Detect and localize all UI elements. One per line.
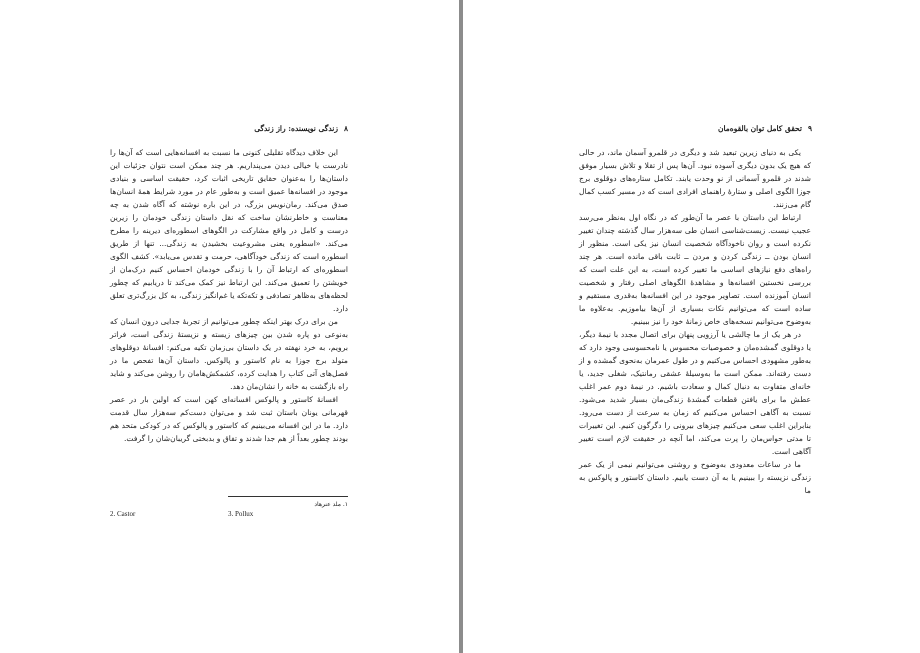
body-text xyxy=(579,146,811,497)
paragraph: این خلاف دیدگاه تقلیلی کنونی ما نسبت به افسانه‌هایی است که آن‌ها را نادرست یا خیالی دیدن می‌پنداریم. هر چند ممکن است نتوان جزئیات این داستان‌ها را به‌عنوان حقایق تاریخی اثبات کرد، حقیقت اساسی و بنیادی موجود در افسانه‌ها عمیق است و به‌طور عام در مورد شرایط همهٔ انسان‌ها صدق می‌کند. رمان‌نویس بزرگ، در این باره نوشته که آگاه شدن به چه معناست و خاطرنشان ساخت که نقل داستان زندگی خودمان را زیرین درست و کامل در واقع مشارکت در الگوهای اسطوره‌ای دیرینه را مطرح می‌کند. «اسطوره یعنی مشروعیت بخشیدن به زندگی... تنها از طریق اسطوره است که زندگی خودآگاهی، حرمت و تقدس می‌یابد». کشف الگوی اسطوره‌ای که ارتباط آن را با زندگی خودمان احساس کنیم درک‌مان از خویشتن را تعمیق می‌کند. این ارتباط نیز کمک می‌کند تا دریابیم که چطور لحظه‌های به‌ظاهر تصادفی و تکه‌تکه یا غم‌انگیز زندگی، به کل بزرگ‌تری تعلق دارد. xyxy=(110,148,348,313)
page-number: ۸ xyxy=(343,124,348,133)
paragraph: یکی به دنیای زیرین تبعید شد و دیگری در قلمرو آسمان ماند، در حالی که هیچ یک بدون دیگری آسوده نبود. آن‌ها پس از تقلا و تلاش بسیار موفق شدند در قلمرو آسمانی از نو وحدت یابند. تکامل ستاره‌های دوقلوی برج جوزا الگوی اصلی و ستارهٔ راهنمای افرادی است که در مسیر کسب کمال گام می‌زنند. xyxy=(579,148,811,209)
paragraph: ارتباط این داستان با عصر ما آن‌طور که در نگاه اول به‌نظر می‌رسد عجیب نیست. زیست‌شناسی انسان طی سه‌هزار سال گذشته چندان تغییر نکرده است و روان ناخودآگاه شخصیت انسان نیز یکی است. منظور از انسان بودن ــ زندگی کردن و مردن ــ ثابت باقی مانده است. هر چند راه‌های دفع نیازهای اساسی ما تغییر کرده است، به این علت است که بررسی نخستین افسانه‌ها و مشاهدهٔ الگوهای اصلی رفتار و شخصیت انسان آموزنده است. تصاویر موجود در این افسانه‌ها به‌قدری مستقیم و ساده است که می‌توانیم نکات بسیاری از آن‌ها بیاموزیم. به‌علاوه ما به‌وضوح می‌توانیم نسخه‌های خاص زمانهٔ خود را نیز ببینیم. xyxy=(579,213,811,326)
paragraph: من برای درک بهتر اینکه چطور می‌توانیم از تجربهٔ جدایی درون انسان که به‌نوعی دو پاره شدن بین چیزهای زیسته و نزیستهٔ زندگی است، فراتر برویم، به خرد نهفته در یک داستان بی‌زمان تکیه می‌کنم: افسانهٔ دوقلوهای متولد برج جوزا به نام کاستور و پالوکس. داستان آن‌ها تفحص ما در فصل‌های آتی کتاب را هدایت کرده، کشمکش‌هامان را روشن می‌کند و شاید راه بازگشت به خانه را نشان‌مان دهد. xyxy=(110,317,348,391)
paragraph: در هر یک از ما چالشی یا آرزویی پنهان برای اتصال مجدد با نیمهٔ دیگر، یا دوقلوی گمشده‌مان و خصوصیات محسوس یا نامحسوسی وجود دارد که به‌طور مشهودی احساس می‌کنیم و در طول عمرمان به‌نحوی گمشده و از دست رفته‌اند. ممکن است ما به‌وسیلهٔ عشقی رمانتیک، شغلی جدید، یا خانه‌ای متفاوت به دنبال کمال و سعادت باشیم. در نیمهٔ دوم عمر اغلب عطش ما برای یافتن قطعات گمشدهٔ زندگی‌مان بسیار شدید می‌شود. نسبت به آگاهی احساس می‌کنیم که زمان به سرعت از دست می‌رود. بنابراین اغلب سعی می‌کنیم چیزهای بیرونی را دگرگون کنیم. این تغییرات تا مدتی حواس‌مان را پرت می‌کند، اما آنچه در حقیقت لازم است تغییر آگاهی است. xyxy=(579,330,811,456)
footnote-divider xyxy=(228,496,348,497)
footnote: ۱. ملد عنرهاد xyxy=(314,501,348,508)
page-number: ۹ xyxy=(807,124,812,133)
footnote-pollux: 3. Pollux xyxy=(228,510,254,518)
running-header xyxy=(108,124,348,133)
body-text xyxy=(110,146,348,445)
footnote-castor: 2. Castor xyxy=(110,510,136,518)
running-header xyxy=(578,124,812,133)
right-page xyxy=(463,0,920,653)
paragraph: افسانهٔ کاستور و پالوکس افسانه‌ای کهن است که اولین بار در عصر قهرمانی یونان باستان ثبت شد و می‌توان دست‌کم سه‌هزار سال قدمت دارد. ما در این افسانه می‌بینیم که کاستور و پالوکس که در کودکی متحد هم بودند چطور بعداً از هم جدا شدند و تفاق و بدبختی گریبان‌شان را گرفت. xyxy=(110,395,348,443)
left-page xyxy=(0,0,459,653)
paragraph: ما در ساعات معدودی به‌وضوح و روشنی می‌توانیم نیمی از یک عمر زندگی نزیسته را ببینیم یا به آن دست یابیم. داستان کاستور و پالوکس به ما xyxy=(579,460,811,495)
chapter-title: تحقق کامل توان بالقوه‌مان xyxy=(717,124,802,133)
chapter-title: زندگی نویسنده: راز زندگی xyxy=(254,124,338,133)
